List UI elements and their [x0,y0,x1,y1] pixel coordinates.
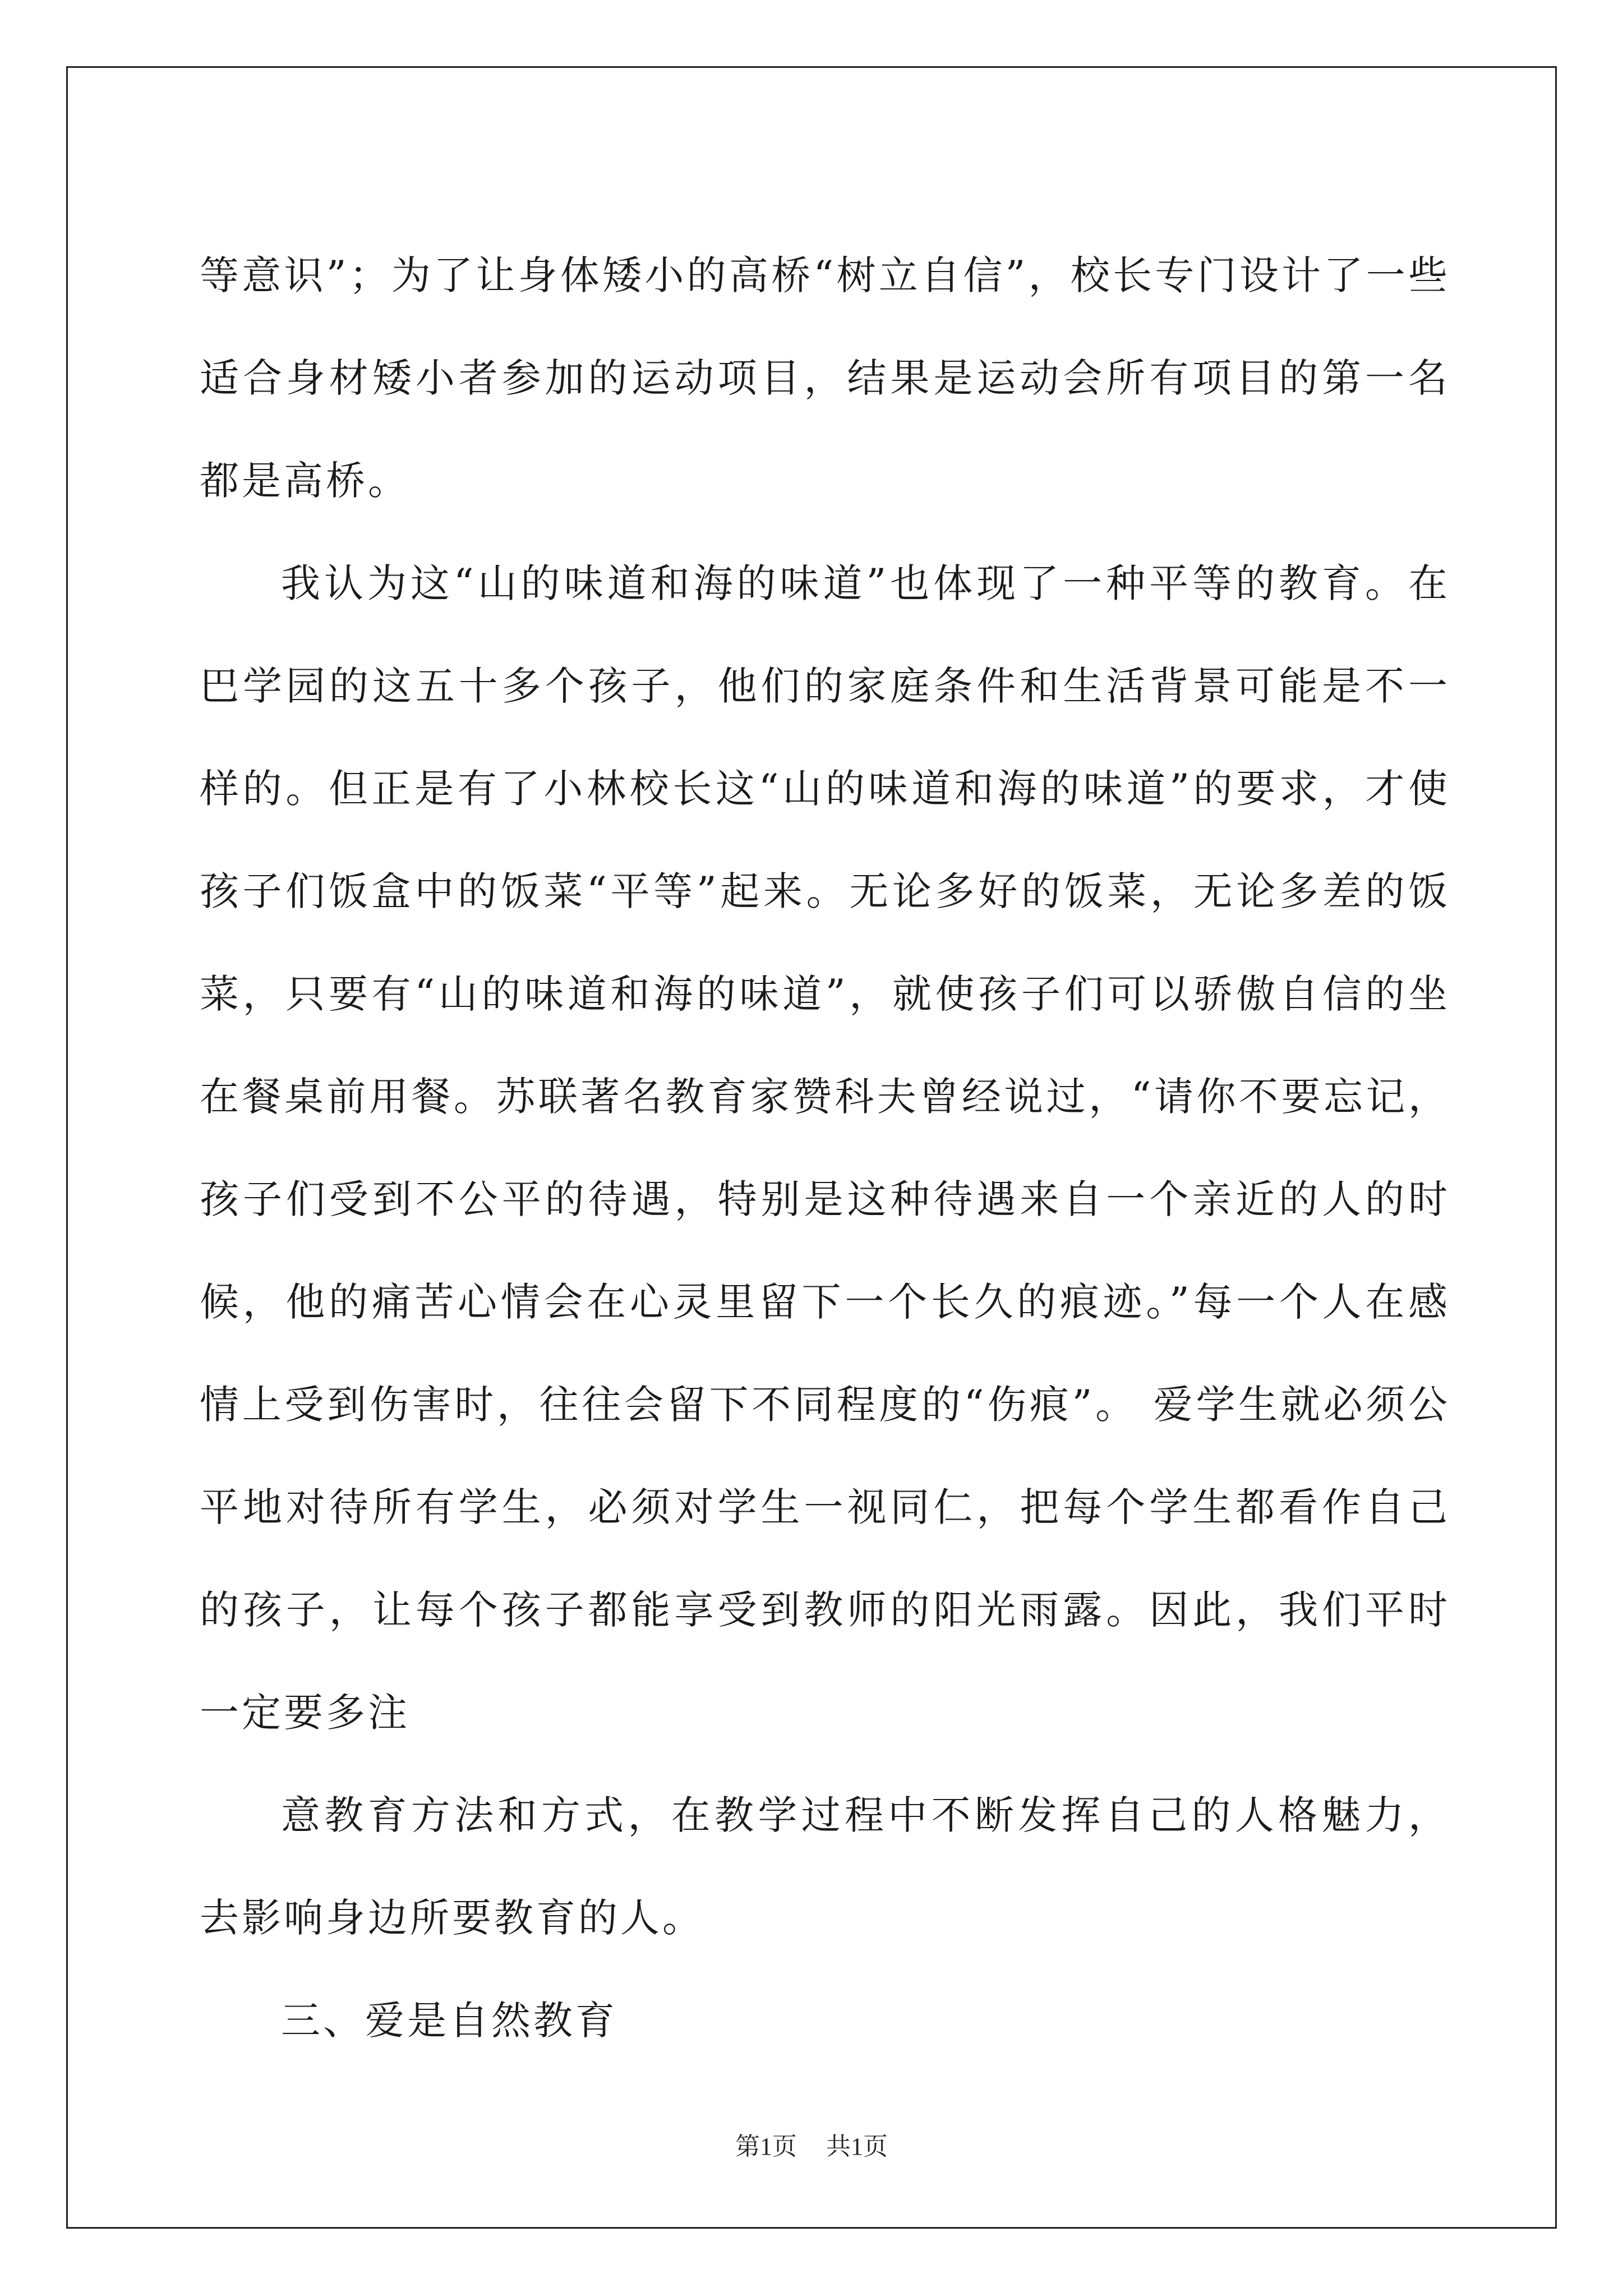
page-number: 第1页 [735,2133,797,2160]
page-total: 共1页 [826,2133,888,2160]
page-footer [0,2126,1623,2162]
paragraph-2: 我认为这“山的味道和海的味道”也体现了一种平等的教育。在巴学园的这五十多个孩子，他们的家庭条件和生活背景可能是不一样的。但正是有了小林校长这“山的味道和海的味道”的要求，才使孩子们饭盒中的饭菜“平等”起来。无论多好的饭菜，无论多差的饭菜，只要有“山的味道和海的味道”，就使孩子们可以骄傲自信的坐在餐桌前用餐。苏联著名教育家赞科夫曾经说过，“请你不要忘记，孩子们受到不公平的待遇，特别是这种待遇来自一个亲近的人的时候，他的痛苦心情会在心灵里留下一个长久的痕迹。”每一个人在感情上受到伤害时，往往会留下不同程度的“伤痕”。 爱学生就必须公平地对待所有学生，必须对学生一视同仁，把每个学生都看作自己的孩子，让每个孩子都能享受到教师的阳光雨露。因此，我们平时一定要多注 [200,560,1450,1736]
document-body [200,224,1450,2072]
paragraph-1: 等意识”；为了让身体矮小的高桥“树立自信”，校长专门设计了一些适合身材矮小者参加的运动项目，结果是运动会所有项目的第一名都是高桥。 [200,252,1450,504]
paragraph-3: 意教育方法和方式，在教学过程中不断发挥自己的人格魅力，去影响身边所要教育的人。 [200,1792,1450,1941]
section-heading: 三、爱是自然教育 [281,1998,617,2044]
